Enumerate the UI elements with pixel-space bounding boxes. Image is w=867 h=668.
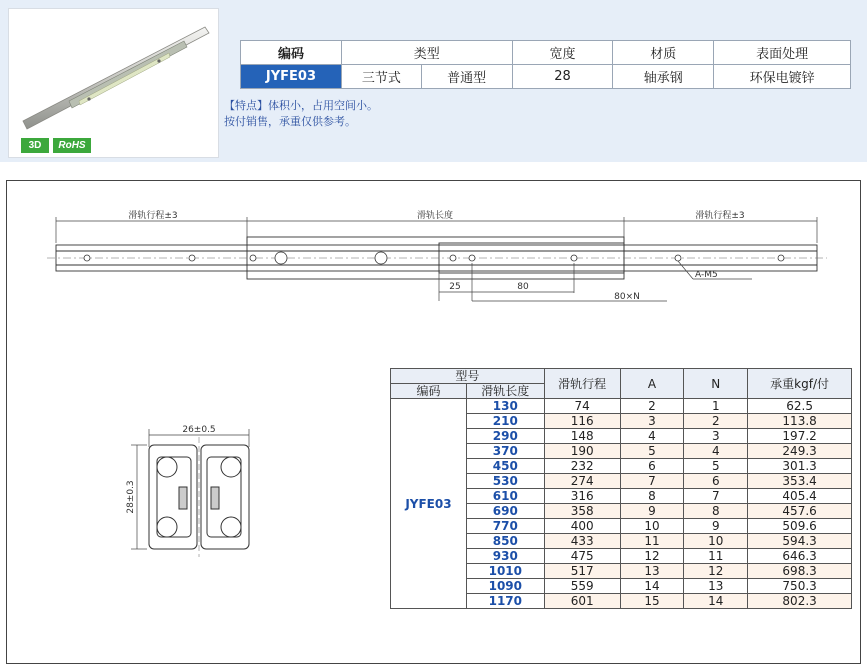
cell-load: 750.3 [748, 579, 852, 594]
cell-load: 113.8 [748, 414, 852, 429]
header-model: 型号 [391, 369, 545, 384]
header-load: 承重kgf/付 [748, 369, 852, 399]
feature-line-1: 【特点】体积小，占用空间小。 [224, 99, 378, 112]
cell-a: 7 [620, 474, 684, 489]
cell-travel: 116 [544, 414, 620, 429]
cell-n: 14 [684, 594, 748, 609]
cell-travel: 148 [544, 429, 620, 444]
cell-length: 1010 [466, 564, 544, 579]
header-code: 编码 [391, 384, 467, 399]
cell-travel: 475 [544, 549, 620, 564]
cell-n: 8 [684, 504, 748, 519]
cell-a: 14 [620, 579, 684, 594]
height-dim-label: 28±0.3 [126, 480, 136, 514]
load-table [390, 368, 852, 609]
cell-length: 850 [466, 534, 544, 549]
cell-travel: 400 [544, 519, 620, 534]
cell-travel: 316 [544, 489, 620, 504]
cell-a: 12 [620, 549, 684, 564]
spec-sections: 三节式 [341, 65, 421, 89]
cell-a: 9 [620, 504, 684, 519]
cell-a: 11 [620, 534, 684, 549]
dim-80-label: 80 [517, 282, 529, 292]
table-row [391, 399, 852, 414]
cell-a: 5 [620, 444, 684, 459]
cell-n: 6 [684, 474, 748, 489]
cell-travel: 601 [544, 594, 620, 609]
feature-line-2: 按付销售，承重仅供参考。 [224, 115, 356, 128]
model-cell: JYFE03 [391, 399, 467, 609]
cell-length: 290 [466, 429, 544, 444]
cell-n: 7 [684, 489, 748, 504]
cell-load: 698.3 [748, 564, 852, 579]
cell-travel: 433 [544, 534, 620, 549]
spec-header-type: 类型 [341, 41, 512, 65]
cell-n: 1 [684, 399, 748, 414]
spec-header-code: 编码 [241, 41, 342, 65]
cell-load: 353.4 [748, 474, 852, 489]
cell-a: 10 [620, 519, 684, 534]
spec-header-surface: 表面处理 [714, 41, 851, 65]
dim-80n-label: 80×N [614, 292, 640, 302]
spec-code: JYFE03 [241, 65, 342, 89]
cell-a: 13 [620, 564, 684, 579]
cell-travel: 190 [544, 444, 620, 459]
cell-length: 370 [466, 444, 544, 459]
width-dim-label: 26±0.5 [182, 425, 216, 435]
rail-length-label: 滑轨长度 [416, 211, 454, 221]
cell-length: 130 [466, 399, 544, 414]
cell-a: 6 [620, 459, 684, 474]
cell-travel: 559 [544, 579, 620, 594]
spec-material: 轴承钢 [613, 65, 714, 89]
spec-surface: 环保电镀锌 [714, 65, 851, 89]
cell-a: 3 [620, 414, 684, 429]
travel-right-label: 滑轨行程±3 [695, 211, 745, 221]
spec-header-material: 材质 [613, 41, 714, 65]
header-length: 滑轨长度 [466, 384, 544, 399]
cell-n: 4 [684, 444, 748, 459]
travel-left-label: 滑轨行程±3 [128, 211, 178, 221]
header-a: A [620, 369, 684, 399]
cell-load: 62.5 [748, 399, 852, 414]
cell-length: 1090 [466, 579, 544, 594]
cell-load: 802.3 [748, 594, 852, 609]
cell-length: 530 [466, 474, 544, 489]
cell-a: 8 [620, 489, 684, 504]
dim-25-label: 25 [449, 282, 461, 292]
cell-load: 197.2 [748, 429, 852, 444]
cell-length: 450 [466, 459, 544, 474]
header-n: N [684, 369, 748, 399]
cell-travel: 74 [544, 399, 620, 414]
cell-load: 646.3 [748, 549, 852, 564]
slide-rail-photo-icon [9, 9, 220, 159]
cell-travel: 358 [544, 504, 620, 519]
cell-length: 690 [466, 504, 544, 519]
cell-length: 770 [466, 519, 544, 534]
spec-header-width: 宽度 [512, 41, 613, 65]
cell-n: 2 [684, 414, 748, 429]
cell-a: 2 [620, 399, 684, 414]
cell-load: 249.3 [748, 444, 852, 459]
product-photo [8, 8, 219, 158]
cell-n: 12 [684, 564, 748, 579]
header-travel: 滑轨行程 [544, 369, 620, 399]
cell-n: 5 [684, 459, 748, 474]
cell-length: 210 [466, 414, 544, 429]
cell-length: 1170 [466, 594, 544, 609]
rohs-badge: RoHS [53, 138, 91, 153]
cell-travel: 274 [544, 474, 620, 489]
cell-load: 457.6 [748, 504, 852, 519]
cell-n: 10 [684, 534, 748, 549]
cell-length: 610 [466, 489, 544, 504]
cell-a: 15 [620, 594, 684, 609]
thread-label: A-M5 [695, 270, 718, 280]
cell-travel: 517 [544, 564, 620, 579]
cell-load: 509.6 [748, 519, 852, 534]
spec-width: 28 [512, 65, 613, 89]
cell-travel: 232 [544, 459, 620, 474]
feature-notes [224, 98, 378, 130]
spec-table [240, 40, 851, 89]
cell-n: 3 [684, 429, 748, 444]
cell-n: 13 [684, 579, 748, 594]
cell-load: 594.3 [748, 534, 852, 549]
spec-type: 普通型 [421, 65, 512, 89]
3d-badge: 3D [21, 138, 49, 153]
cell-length: 930 [466, 549, 544, 564]
cell-load: 405.4 [748, 489, 852, 504]
cell-n: 9 [684, 519, 748, 534]
cell-a: 4 [620, 429, 684, 444]
cell-n: 11 [684, 549, 748, 564]
cell-load: 301.3 [748, 459, 852, 474]
